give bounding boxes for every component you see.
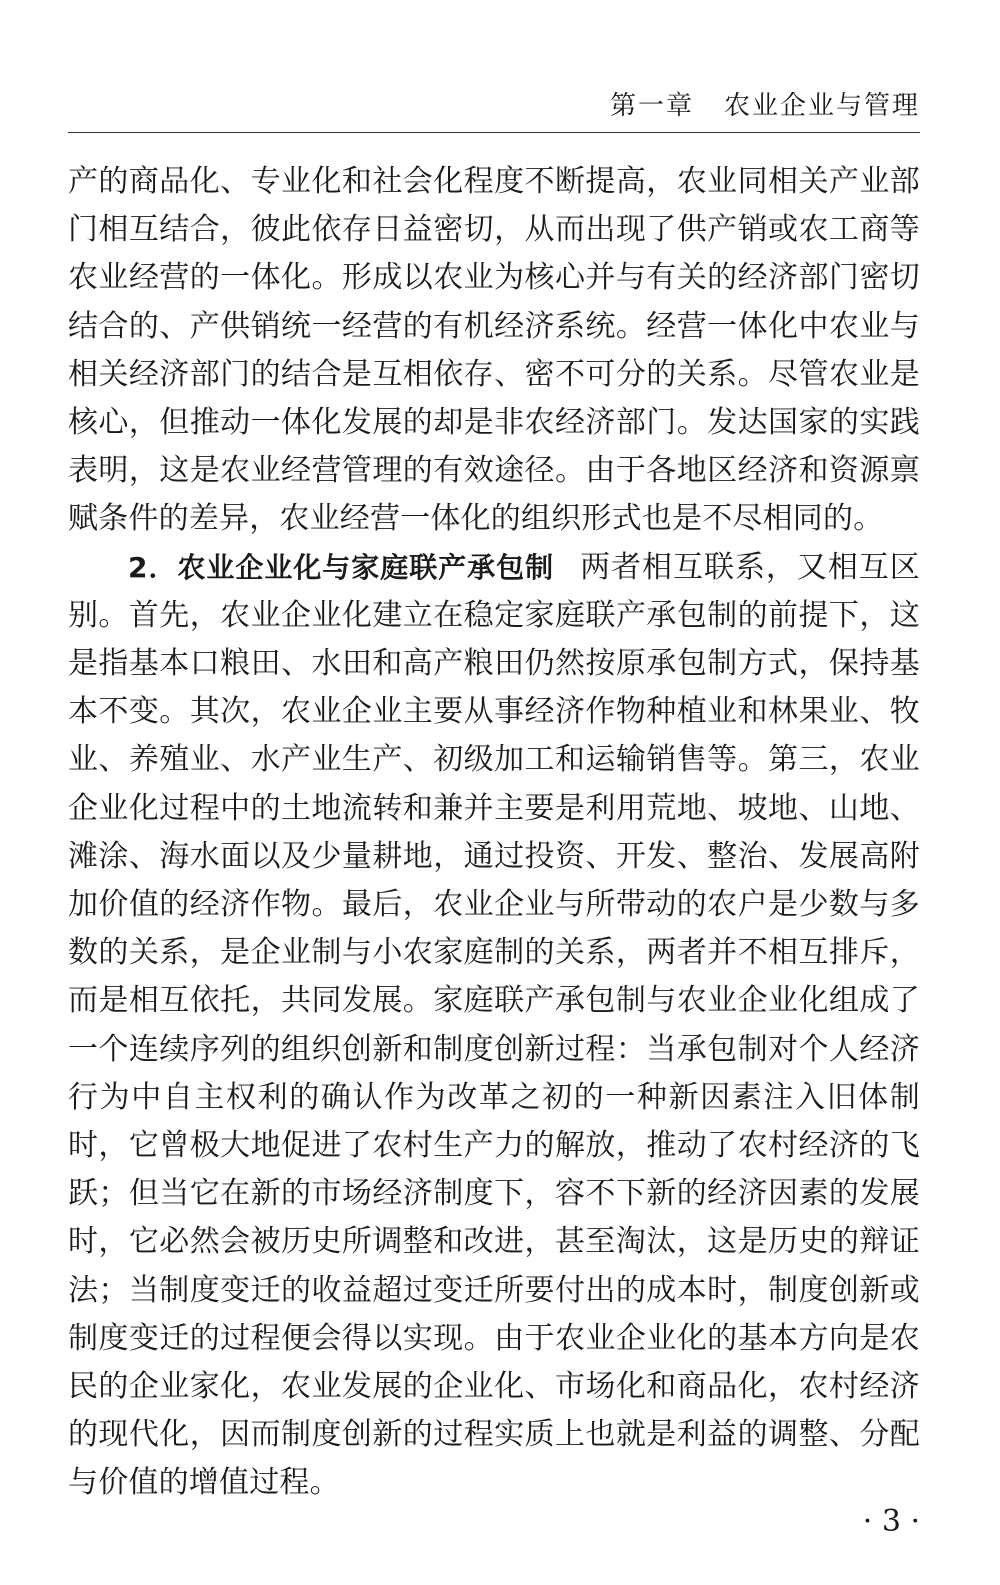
- paragraph-section-2: [68, 544, 920, 1508]
- paragraph-text: 两者相互联系，又相互区别。首先，农业企业化建立在稳定家庭联产承包制的前提下，这是指基本口粮田、水田和高产粮田仍然按原承包制方式，保持基本不变。其次，农业企业主要从事经济作物种植业和林果业、牧业、养殖业、水产业生产、初级加工和运输销售等。第三，农业企业化过程中的土地流转和兼并主要是利用荒地、坡地、山地、滩涂、海水面以及少量耕地，通过投资、开发、整治、发展高附加价值的经济作物。最后，农业企业与所带动的农户是少数与多数的关系，是企业制与小农家庭制的关系，两者并不相互排斥，而是相互依托，共同发展。家庭联产承包制与农业企业化组成了一个连续序列的组织创新和制度创新过程：当承包制对个人经济行为中自主权利的确认作为改革之初的一种新因素注入旧体制时，它曾极大地促进了农村生产力的解放，推动了农村经济的飞跃；但当它在新的市场经济制度下，容不下新的经济因素的发展时，它必然会被历史所调整和改进，甚至淘汰，这是历史的辩证法；当制度变迁的收益超过变迁所要付出的成本时，制度创新或制度变迁的过程便会得以实现。由于农业企业化的基本方向是农民的企业家化，农业发展的企业化、市场化和商品化，农村经济的现代化，因而制度创新的过程实质上也就是利益的调整、分配与价值的增值过程。: [68, 549, 921, 1501]
- running-head-chapter: 第一章: [609, 91, 694, 121]
- section-heading: 2．农业企业化与家庭联产承包制: [128, 550, 555, 584]
- running-head-title: 农业企业与管理: [723, 91, 920, 121]
- paragraph-text: 产的商品化、专业化和社会化程度不断提高，农业同相关产业部门相互结合，彼此依存日益密切，从而出现了供产销或农工商等农业经营的一体化。形成以农业为核心并与有关的经济部门密切结合的、产供销统一经营的有机经济系统。经营一体化中农业与相关经济部门的结合是互相依存、密不可分的关系。尽管农业是核心，但推动一体化发展的却是非农经济部门。发达国家的实践表明，这是农业经营管理的有效途径。由于各地区经济和资源禀赋条件的差异，农业经营一体化的组织形式也是不尽相同的。: [68, 164, 920, 537]
- running-head: [68, 86, 920, 126]
- body-text: [68, 158, 920, 1508]
- page-number: · 3 ·: [862, 1504, 920, 1539]
- header-rule: [68, 132, 920, 133]
- paragraph-continuation: [68, 158, 920, 544]
